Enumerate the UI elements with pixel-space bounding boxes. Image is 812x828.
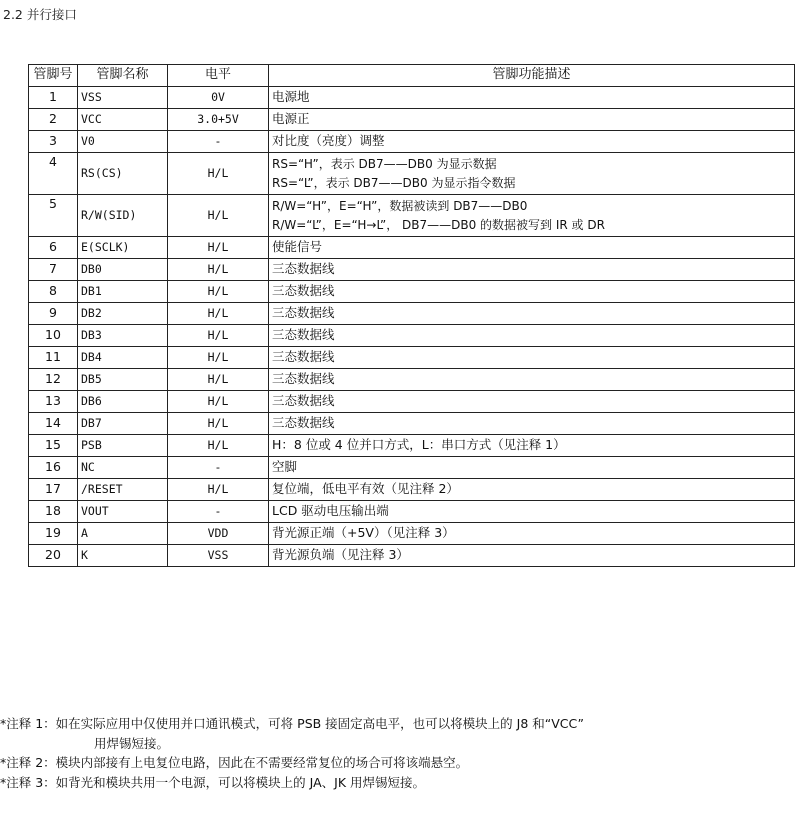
table-row <box>29 325 795 347</box>
pin-name-cell: VSS <box>78 87 168 109</box>
pin-level-cell: H/L <box>168 369 269 391</box>
description-line: 背光源正端（+5V）（见注释 3） <box>272 525 455 541</box>
table-row <box>29 369 795 391</box>
pin-number-cell: 11 <box>29 347 78 369</box>
table-row <box>29 479 795 501</box>
description-line: 空脚 <box>272 459 298 475</box>
pin-number-cell: 6 <box>29 237 78 259</box>
pin-table-body <box>29 87 795 567</box>
table-row <box>29 259 795 281</box>
pin-name-cell: E(SCLK) <box>78 237 168 259</box>
pin-name-cell: DB1 <box>78 281 168 303</box>
pin-description-cell <box>269 281 795 303</box>
description-line: 三态数据线 <box>272 261 335 277</box>
pin-description-cell <box>269 413 795 435</box>
notes-section <box>0 714 812 792</box>
pin-name-cell: DB2 <box>78 303 168 325</box>
note-1: *注释 1：如在实际应用中仅使用并口通讯模式，可将 PSB 接固定高电平，也可以将模块上的 J8 和“VCC” <box>0 716 584 731</box>
pin-name-cell: VCC <box>78 109 168 131</box>
pin-level-cell: H/L <box>168 281 269 303</box>
description-line: R/W=“L”，E=“H→L”， DB7——DB0 的数据被写到 IR 或 DR <box>272 217 605 232</box>
table-row <box>29 303 795 325</box>
table-row <box>29 237 795 259</box>
header-pin-name: 管脚名称 <box>78 65 168 87</box>
pin-name-cell: DB7 <box>78 413 168 435</box>
description-line: 三态数据线 <box>272 415 335 431</box>
pin-description-cell <box>269 391 795 413</box>
note-1-continuation: 用焊锡短接。 <box>94 735 170 751</box>
pin-name-cell: V0 <box>78 131 168 153</box>
description-line: H：8 位或 4 位并口方式，L：串口方式（见注释 1） <box>272 437 566 453</box>
pin-name-cell: DB3 <box>78 325 168 347</box>
note-2: *注释 2：模块内部接有上电复位电路，因此在不需要经常复位的场合可将该端悬空。 <box>0 755 469 770</box>
pin-level-cell: - <box>168 131 269 153</box>
pin-name-cell: A <box>78 523 168 545</box>
pin-description-cell <box>269 523 795 545</box>
pin-level-cell: - <box>168 501 269 523</box>
pin-table <box>28 64 795 567</box>
pin-level-cell: H/L <box>168 237 269 259</box>
description-line: 使能信号 <box>272 239 323 255</box>
pin-number-cell: 15 <box>29 435 78 457</box>
pin-description-cell <box>269 87 795 109</box>
section-title: 2.2 并行接口 <box>3 7 77 22</box>
note-3: *注释 3：如背光和模块共用一个电源，可以将模块上的 JA、JK 用焊锡短接。 <box>0 774 426 790</box>
description-line: 三态数据线 <box>272 327 335 343</box>
description-line: 三态数据线 <box>272 349 335 365</box>
header-level: 电平 <box>168 65 269 87</box>
pin-number-cell: 1 <box>29 87 78 109</box>
pin-name-cell: R/W(SID) <box>78 195 168 237</box>
pin-number-cell: 12 <box>29 369 78 391</box>
pin-number-cell: 13 <box>29 391 78 413</box>
pin-name-cell: /RESET <box>78 479 168 501</box>
pin-level-cell: H/L <box>168 347 269 369</box>
table-row <box>29 153 795 195</box>
pin-level-cell: VDD <box>168 523 269 545</box>
pin-number-cell: 18 <box>29 501 78 523</box>
pin-level-cell: H/L <box>168 195 269 237</box>
pin-description-cell <box>269 195 795 237</box>
table-row <box>29 413 795 435</box>
pin-description-cell <box>269 237 795 259</box>
pin-number-cell: 16 <box>29 457 78 479</box>
description-line: 三态数据线 <box>272 305 335 321</box>
table-row <box>29 457 795 479</box>
table-row <box>29 545 795 567</box>
pin-description-cell <box>269 303 795 325</box>
description-line: R/W=“H”，E=“H”，数据被读到 DB7——DB0 <box>272 198 528 213</box>
pin-name-cell: DB0 <box>78 259 168 281</box>
pin-number-cell: 10 <box>29 325 78 347</box>
pin-description-cell <box>269 479 795 501</box>
description-line: 三态数据线 <box>272 393 335 409</box>
header-description: 管脚功能描述 <box>269 65 795 87</box>
pin-name-cell: VOUT <box>78 501 168 523</box>
description-line: 电源正 <box>272 111 310 127</box>
pin-level-cell: H/L <box>168 413 269 435</box>
pin-name-cell: DB5 <box>78 369 168 391</box>
description-line: 电源地 <box>272 89 310 105</box>
pin-level-cell: H/L <box>168 325 269 347</box>
pin-number-cell: 7 <box>29 259 78 281</box>
pin-name-cell: RS(CS) <box>78 153 168 195</box>
pin-name-cell: NC <box>78 457 168 479</box>
pin-number-cell: 9 <box>29 303 78 325</box>
pin-level-cell: H/L <box>168 435 269 457</box>
table-row <box>29 281 795 303</box>
pin-name-cell: K <box>78 545 168 567</box>
table-row <box>29 435 795 457</box>
pin-number-cell: 14 <box>29 413 78 435</box>
pin-name-cell: DB6 <box>78 391 168 413</box>
pin-level-cell: H/L <box>168 391 269 413</box>
pin-level-cell: H/L <box>168 303 269 325</box>
table-header-row <box>29 65 795 87</box>
pin-level-cell: 3.0+5V <box>168 109 269 131</box>
table-row <box>29 523 795 545</box>
description-line: 三态数据线 <box>272 283 335 299</box>
pin-number-cell: 2 <box>29 109 78 131</box>
table-row <box>29 391 795 413</box>
pin-description-cell <box>269 347 795 369</box>
table-row <box>29 109 795 131</box>
description-line: 对比度（亮度）调整 <box>272 133 385 149</box>
table-row <box>29 501 795 523</box>
pin-level-cell: H/L <box>168 259 269 281</box>
description-line: RS=“H”，表示 DB7——DB0 为显示数据 <box>272 156 497 171</box>
description-line: 复位端，低电平有效（见注释 2） <box>272 481 459 497</box>
pin-number-cell: 5 <box>29 195 78 237</box>
description-line: LCD 驱动电压输出端 <box>272 503 389 519</box>
pin-description-cell <box>269 153 795 195</box>
pin-description-cell <box>269 435 795 457</box>
pin-level-cell: VSS <box>168 545 269 567</box>
pin-description-cell <box>269 259 795 281</box>
table-row <box>29 87 795 109</box>
description-line: 三态数据线 <box>272 371 335 387</box>
table-row <box>29 347 795 369</box>
description-line: 背光源负端（见注释 3） <box>272 547 409 563</box>
pin-level-cell: H/L <box>168 153 269 195</box>
pin-description-cell <box>269 457 795 479</box>
pin-description-cell <box>269 501 795 523</box>
pin-number-cell: 3 <box>29 131 78 153</box>
table-row <box>29 195 795 237</box>
pin-level-cell: 0V <box>168 87 269 109</box>
table-row <box>29 131 795 153</box>
pin-number-cell: 8 <box>29 281 78 303</box>
header-pin-no: 管脚号 <box>29 65 78 87</box>
pin-description-cell <box>269 325 795 347</box>
pin-description-cell <box>269 131 795 153</box>
pin-name-cell: PSB <box>78 435 168 457</box>
pin-number-cell: 20 <box>29 545 78 567</box>
pin-level-cell: H/L <box>168 479 269 501</box>
pin-description-cell <box>269 369 795 391</box>
pin-number-cell: 4 <box>29 153 78 195</box>
pin-name-cell: DB4 <box>78 347 168 369</box>
description-line: RS=“L”，表示 DB7——DB0 为显示指令数据 <box>272 175 516 190</box>
pin-number-cell: 19 <box>29 523 78 545</box>
pin-level-cell: - <box>168 457 269 479</box>
pin-description-cell <box>269 545 795 567</box>
pin-description-cell <box>269 109 795 131</box>
pin-number-cell: 17 <box>29 479 78 501</box>
